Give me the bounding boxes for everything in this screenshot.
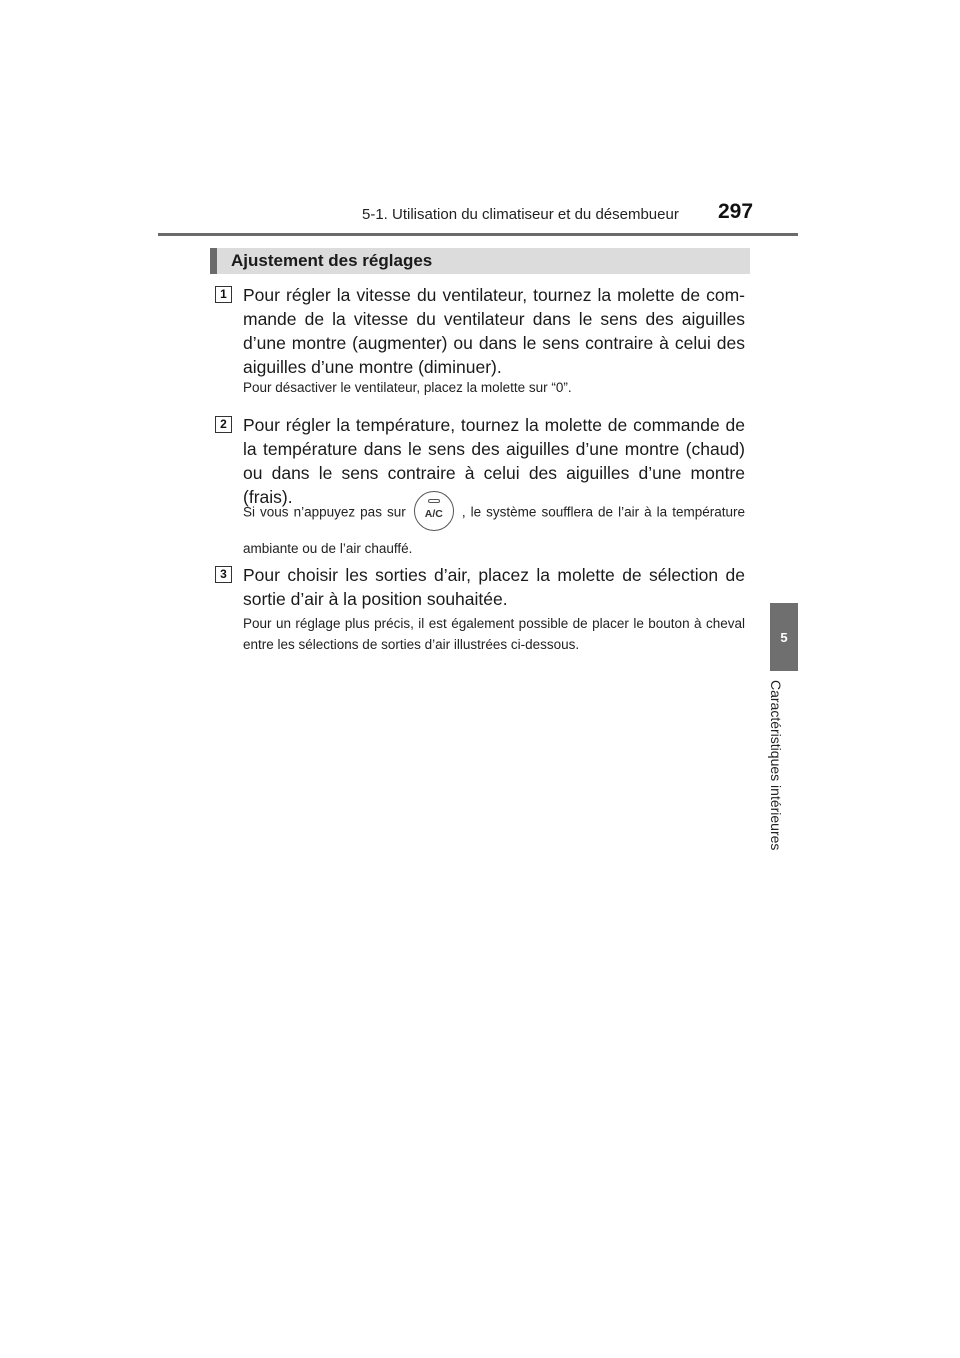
ac-button-icon <box>414 491 454 531</box>
header-divider <box>158 233 798 236</box>
header-section-title: 5-1. Utilisation du climatiseur et du désembueur <box>362 206 679 223</box>
chapter-side-label: Caractéristiques intérieures <box>768 680 784 851</box>
item-note-2 <box>243 493 745 565</box>
section-heading-bar <box>210 248 750 274</box>
item-text-1: Pour régler la vitesse du ventilateur, tournez la molette de commande de la vitesse du ventilateur dans le sens des aiguilles d’une montre (augmenter) ou dans le sens contraire à celui des aiguilles d’une montre (diminuer). <box>243 285 745 377</box>
item-text-2: Pour régler la température, tournez la molette de commande de la température dans le sens des aiguilles d’une montre (chaud) ou dans le sens contraire à celui des aiguilles d’une montre (frais). <box>243 415 745 507</box>
chapter-tab-number: 5 <box>780 629 788 645</box>
item-note-1: Pour désactiver le ventilateur, placez la molette sur “0”. <box>243 380 572 395</box>
ac-indicator-light <box>428 499 440 503</box>
item-number-3: 3 <box>215 566 232 583</box>
item-note-2-after: , le système soufflera de l’air à la température ambiante ou de l’air chauffé. <box>243 504 745 556</box>
section-title: Ajustement des réglages <box>231 251 433 270</box>
item-note-3: Pour un réglage plus précis, il est également possible de placer le bouton à cheval entre les sélections de sorties d’air illustrées ci-dessous. <box>243 616 745 652</box>
item-text-3: Pour choisir les sorties d’air, placez la molette de sélection de sortie d’air à la position souhaitée. <box>243 565 745 609</box>
chapter-tab <box>770 603 798 671</box>
item-note-2-before: Si vous n’appuyez pas sur <box>243 504 406 520</box>
page-number: 297 <box>718 200 754 223</box>
ac-button-label: A/C <box>424 508 443 520</box>
item-number-2: 2 <box>215 416 232 433</box>
item-number-1: 1 <box>215 286 232 303</box>
